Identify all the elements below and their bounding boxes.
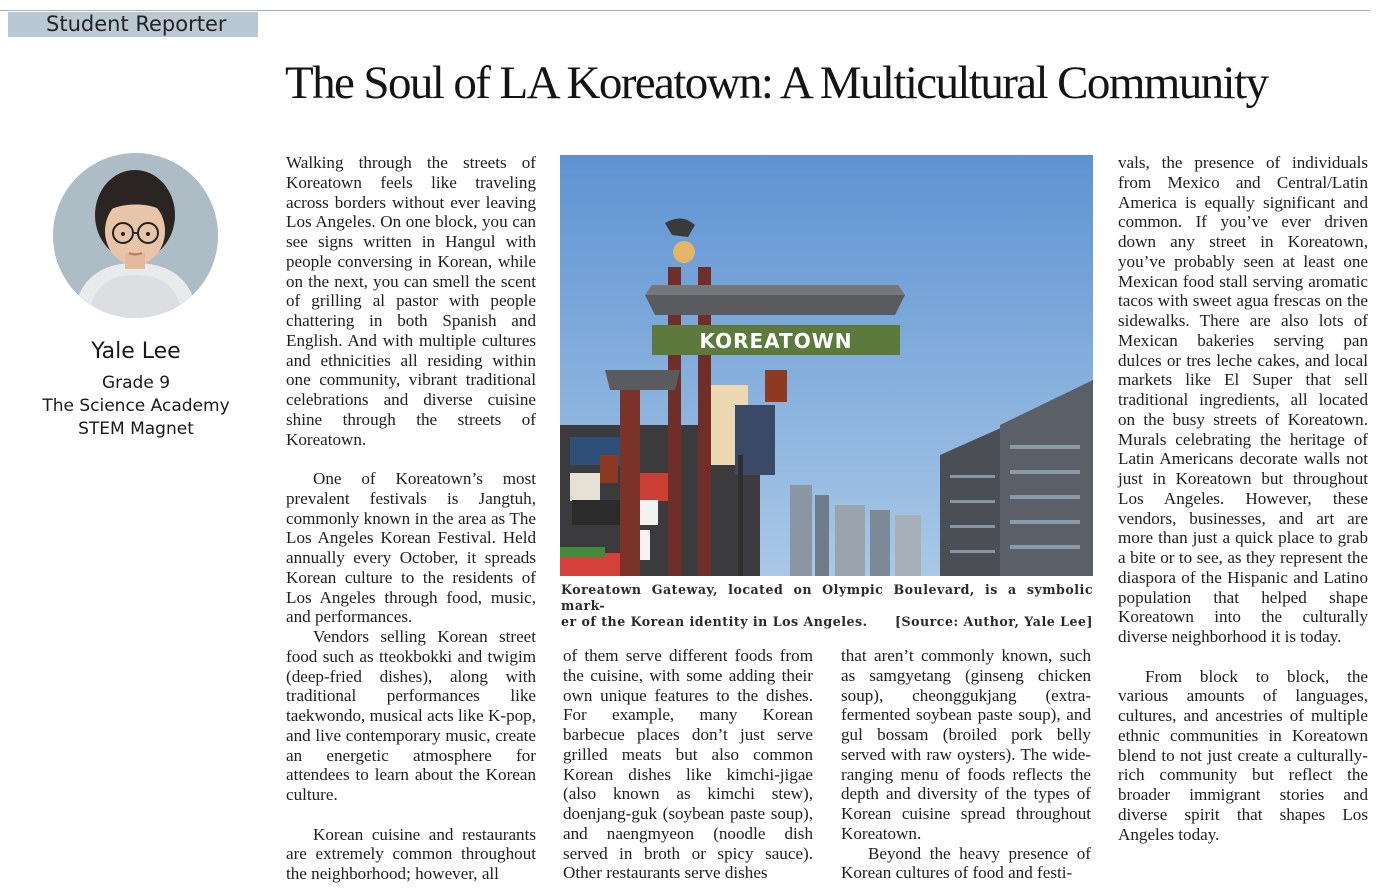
caption-text: er of the Korean identity in Los Angeles.	[561, 614, 868, 629]
caption-line-1: Koreatown Gateway, located on Olympic Boulevard, is a symbolic mark-	[561, 582, 1093, 613]
header-rule	[0, 10, 1370, 11]
paragraph: Korean cuisine and restaurants are extremely common throughout the neighborhood; however, all	[286, 824, 536, 883]
section-label: Student Reporter	[8, 12, 258, 37]
author-grade: Grade 9	[101, 373, 171, 393]
article-photo	[560, 155, 1093, 576]
author-photo	[53, 153, 218, 318]
article-headline: The Soul of LA Koreatown: A Multicultural Community	[285, 57, 1268, 109]
paragraph: One of Koreatown’s most prevalent festivals is Jangtuh, commonly known in the area as The Los Angeles Korean Festival. Held annually every October, it spreads Korean culture to the residents of Los Angeles through food, music, and performances.	[286, 469, 536, 627]
paragraph: vals, the presence of individuals from Mexico and Central/Latin America is equally significant and common. If you’ve ever driven down any street in Koreatown, you’ve probably seen at least one Mexican food stall serving aromatic tacos with sweet agua frescas on the sidewalks. There are also lots of Mexican bakeries serving pan dulces or tres leche cakes, and local markets like El Super that sell traditional ingredients, all located on the busy streets of Koreatown. Murals celebrating the heritage of Latin Americans decorate walls not just in Koreatown but throughout Los Angeles. However, these vendors, businesses, and art are more than just a quick place to grab a bite or to see, as they represent the diaspora of the Hispanic and Latino population that helped shape Koreatown into the culturally diverse neighborhood it is today.	[1118, 153, 1368, 646]
koreatown-gateway-photo-icon	[560, 155, 1093, 576]
article-column-2	[563, 646, 813, 883]
photo-caption	[561, 582, 1093, 630]
paragraph: Vendors selling Korean street food such as tteokbokki and twigim (deep-fried dishes), along with traditional performances like taekwondo, musical acts like K-pop, and live contemporary music, create an energetic atmosphere for attendees to learn about the Korean culture.	[286, 627, 536, 804]
paragraph: Walking through the streets of Koreatown feels like traveling across borders without ever leaving Los Angeles. On one block, you can see signs written in Hangul with people conversing in Korean, while on the next, you can smell the scent of grilling al pastor with people chattering in both Spanish and English. And with multiple cultures and ethnicities all residing within one community, vibrant traditional celebrations and diverse cuisine shine through the streets of Koreatown.	[286, 153, 536, 449]
article-column-4	[1118, 153, 1368, 844]
paragraph: From block to block, the various amounts of languages, cultures, and ancestries of multiple ethnic communities in Koreatown blend to not just create a culturally-rich community but reflect the broader immigrant stories and diverse spirit that shapes Los Angeles today.	[1118, 666, 1368, 844]
article-column-3	[841, 646, 1091, 883]
caption-line-2	[561, 614, 1093, 630]
koreatown-sign-text: KOREATOWN	[699, 329, 853, 353]
paragraph: of them serve different foods from the cuisine, with some adding their own unique features to the dishes. For example, many Korean barbecue places don’t just serve grilled meats but also common Korean dishes like kimchi-jigae (also known as kimchi stew), doenjang-guk (soybean paste soup), and naengmyeon (noodle dish served in broth or spicy sauce). Other restaurants serve dishes	[563, 646, 813, 883]
paragraph: Beyond the heavy presence of Korean cultures of food and festi-	[841, 843, 1091, 883]
paragraph: that aren’t commonly known, such as samgyetang (ginseng chicken soup), cheonggukjang (extra-fermented soybean paste soup), and gul bossam (broiled pork belly served with raw oysters). The wide- ranging menu of foods reflects the depth and diversity of the types of Korean cuisine spread throughout Koreatown.	[841, 646, 1091, 843]
article-column-1	[286, 153, 536, 884]
author-portrait-icon	[53, 153, 218, 318]
author-program: STEM Magnet	[78, 419, 194, 439]
author-school: The Science Academy	[42, 396, 230, 416]
author-name: Yale Lee	[91, 339, 181, 364]
caption-source: [Source: Author, Yale Lee]	[895, 614, 1093, 629]
